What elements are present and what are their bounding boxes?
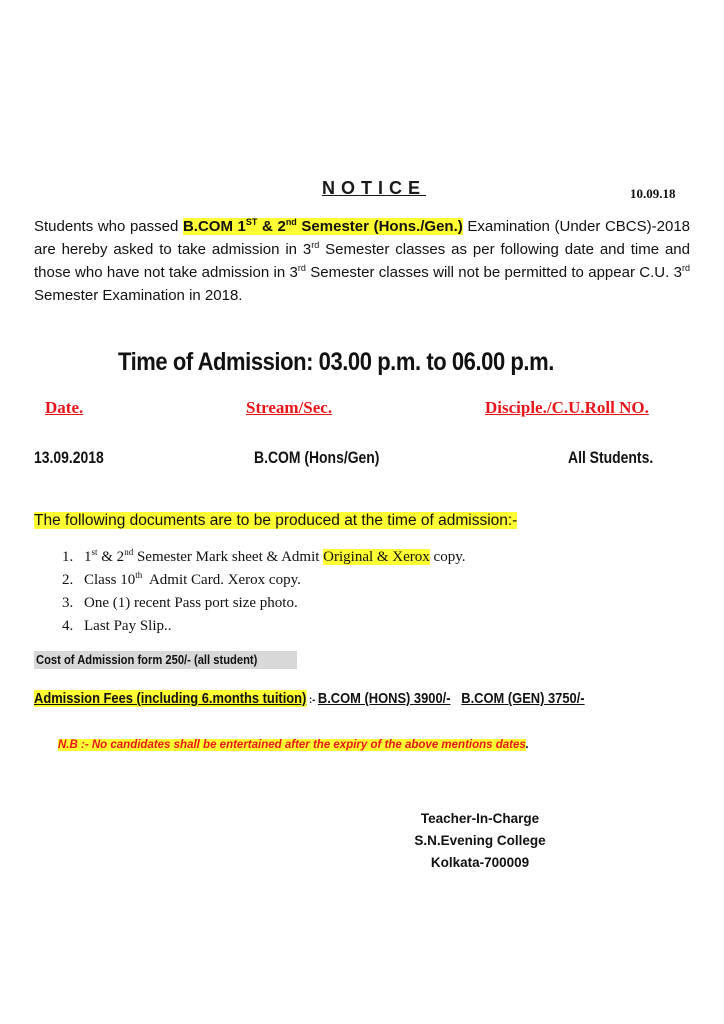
- item-highlight: Original & Xerox: [323, 549, 430, 565]
- item-text: Admit Card. Xerox copy.: [142, 572, 301, 588]
- para-sup: rd: [681, 263, 690, 273]
- fees-sep: :-: [306, 694, 318, 706]
- list-item: [62, 546, 465, 569]
- course-sup: nd: [285, 217, 297, 227]
- item-text: Last Pay Slip..: [84, 618, 172, 634]
- signature-title: Teacher-In-Charge: [420, 811, 540, 826]
- row-date-wrap: [34, 448, 119, 468]
- nb-text: N.B :- No candidates shall be entertained after the expiry of the above mentions dates: [58, 739, 526, 751]
- documents-intro: [34, 512, 517, 530]
- course-text: B.COM 1: [182, 218, 246, 235]
- list-item: [62, 569, 465, 592]
- para-sup: rd: [297, 263, 306, 273]
- course-sup: ST: [245, 217, 258, 227]
- item-text: 1: [84, 549, 92, 565]
- fees-line-inner: [34, 690, 585, 707]
- item-sup: st: [91, 547, 98, 557]
- para-sup: rd: [311, 240, 320, 250]
- course-highlight: [183, 218, 463, 235]
- item-text: & 2: [97, 549, 125, 565]
- fees-gen: B.COM (GEN) 3750/-: [461, 690, 585, 707]
- row-roll-wrap: [568, 448, 672, 468]
- signature-block: [390, 808, 570, 874]
- fees-line: [34, 690, 674, 708]
- time-of-admission: Time of Admission: 03.00 p.m. to 06.00 p.m.: [118, 348, 554, 376]
- notice-title: NOTICE: [322, 178, 427, 198]
- para-text: Students who passed: [34, 218, 183, 235]
- signature-city: Kolkata-700009: [430, 855, 530, 870]
- para-text: Examination (Under CBCS)-2018 are hereby asked to take admission in 3: [34, 218, 691, 258]
- notice-date: 10.09.18: [630, 186, 676, 201]
- documents-intro-text: The following documents are to be produced at the time of admission:-: [34, 512, 518, 529]
- documents-list: [62, 546, 465, 638]
- notice-paragraph: [34, 215, 690, 307]
- header-roll: Disciple./C.U.Roll NO.: [485, 398, 649, 417]
- row-stream-wrap: [254, 448, 407, 468]
- para-text: Semester classes will not be permitted to appear C.U. 3: [305, 264, 682, 281]
- item-text: Semester Mark sheet & Admit: [133, 549, 324, 565]
- item-sup: nd: [124, 547, 134, 557]
- item-text: Class 10: [84, 572, 136, 588]
- cost-line: Cost of Admission form 250/- (all student): [36, 652, 258, 667]
- item-text: One (1) recent Pass port size photo.: [84, 595, 298, 611]
- cost-line-wrap: [34, 651, 297, 669]
- list-item: [62, 592, 465, 615]
- item-sup: th: [135, 570, 143, 580]
- para-text: Semester classes as per following date and time and those who have not take admission in 3: [34, 241, 690, 281]
- time-of-admission-wrap: [118, 348, 613, 377]
- nb-dot: .: [525, 739, 529, 751]
- row-roll: All Students.: [568, 448, 654, 467]
- signature-college: S.N.Evening College: [414, 833, 546, 848]
- fees-gap: [451, 690, 462, 707]
- fees-label: Admission Fees (including 6.months tuition): [34, 690, 307, 707]
- row-date: 13.09.2018: [34, 448, 104, 467]
- list-number: 2.: [62, 572, 74, 588]
- list-number: 4.: [62, 618, 74, 634]
- list-number: 3.: [62, 595, 74, 611]
- row-stream: B.COM (Hons/Gen): [254, 448, 380, 467]
- header-stream: Stream/Sec.: [246, 398, 333, 417]
- para-text: Semester Examination in 2018.: [34, 287, 243, 304]
- list-number: 1.: [62, 549, 74, 565]
- item-text: copy.: [429, 549, 466, 565]
- course-text: Semester (Hons./Gen.): [296, 218, 463, 235]
- course-text: & 2: [257, 218, 286, 235]
- nb-note: [58, 739, 529, 751]
- header-date: Date.: [45, 398, 84, 417]
- fees-hons: B.COM (HONS) 3900/-: [317, 690, 451, 707]
- list-item: [62, 615, 465, 638]
